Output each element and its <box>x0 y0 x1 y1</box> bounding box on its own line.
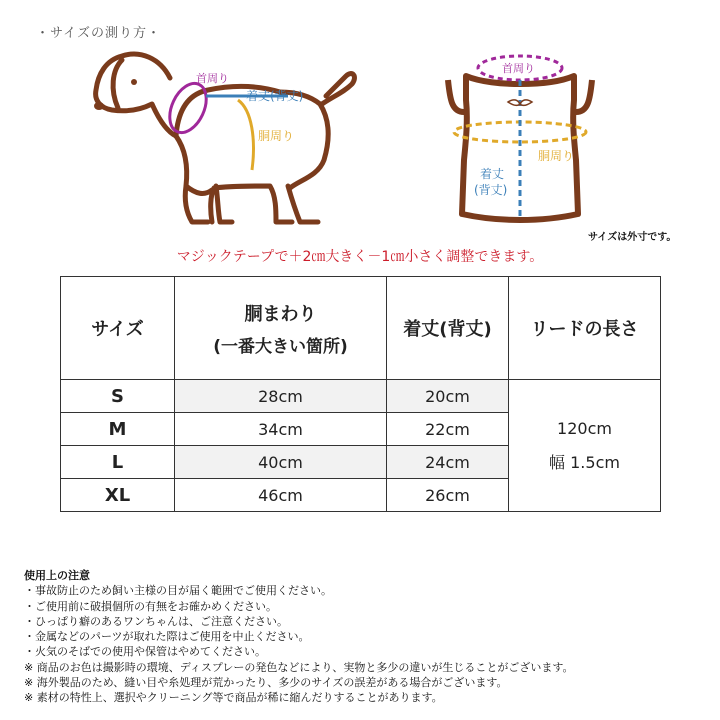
garment-length-label-1: 着丈 <box>480 167 505 181</box>
size-cell: XL <box>61 479 175 512</box>
header-chest-line1: 胴まわり <box>244 303 317 325</box>
table-header-row <box>61 277 661 380</box>
garment-neck-label: 首周り <box>502 62 535 75</box>
length-cell: 26cm <box>387 479 509 512</box>
note-item: ※ 海外製品のため、縫い目や糸処理が荒かったり、多少のサイズの誤差がある場合がございます。 <box>24 676 508 690</box>
chest-cell: 46cm <box>175 479 387 512</box>
header-lead: リードの長さ <box>509 277 661 380</box>
header-size: サイズ <box>61 277 175 380</box>
size-cell: L <box>61 446 175 479</box>
usage-notes <box>24 568 574 706</box>
chest-cell: 28cm <box>175 380 387 413</box>
notes-heading: 使用上の注意 <box>24 569 90 582</box>
header-length: 着丈(背丈) <box>387 277 509 380</box>
neck-label: 首周り <box>196 72 229 85</box>
note-item: ※ 素材の特性上、選択やクリーニング等で商品が稀に縮んだりすることがあります。 <box>24 691 443 705</box>
header-chest-line2: (一番大きい箇所) <box>213 336 348 357</box>
lead-cell <box>509 380 661 512</box>
lead-width: 幅 1.5cm <box>549 452 620 472</box>
chest-measure-line <box>238 100 253 170</box>
size-table <box>60 276 661 512</box>
note-item: ・火気のそばでの使用や保管はやめてください。 <box>24 645 266 659</box>
note-item: ・ご使用前に破損個所の有無をお確かめください。 <box>24 599 277 613</box>
chest-cell: 34cm <box>175 413 387 446</box>
note-item: ・事故防止のため飼い主様の目が届く範囲でご使用ください。 <box>24 584 332 598</box>
size-cell: S <box>61 380 175 413</box>
note-item: ・金属などのパーツが取れた際はご使用を中止ください。 <box>24 630 310 644</box>
length-cell: 22cm <box>387 413 509 446</box>
table-row <box>61 380 661 413</box>
length-cell: 20cm <box>387 380 509 413</box>
adjustment-note: マジックテープで＋2㎝大きく－1㎝小さく調整できます。 <box>176 249 544 265</box>
garment-chest-label: 胴周り <box>538 149 575 163</box>
size-cell: M <box>61 413 175 446</box>
note-item: ※ 商品のお色は撮影時の環境、ディスプレーの発色などにより、実物と多少の違いが生じることがございます。 <box>24 660 574 674</box>
lead-length: 120cm <box>557 418 612 438</box>
garment-illustration <box>448 76 592 220</box>
chest-cell: 40cm <box>175 446 387 479</box>
note-item: ・ひっぱり癖のあるワンちゃんは、ご注意ください。 <box>24 614 288 628</box>
dog-nose-icon <box>94 102 104 110</box>
chest-label: 胴周り <box>258 129 295 143</box>
length-label: 着丈(背丈) <box>246 89 304 103</box>
length-cell: 24cm <box>387 446 509 479</box>
measurement-diagram <box>0 0 720 245</box>
dog-eye-icon <box>131 79 137 85</box>
section-title: ・サイズの測り方・ <box>36 26 161 41</box>
garment-length-label-2: (背丈) <box>474 183 508 197</box>
outside-size-note: サイズは外寸です。 <box>588 232 677 243</box>
header-chest <box>175 277 387 380</box>
